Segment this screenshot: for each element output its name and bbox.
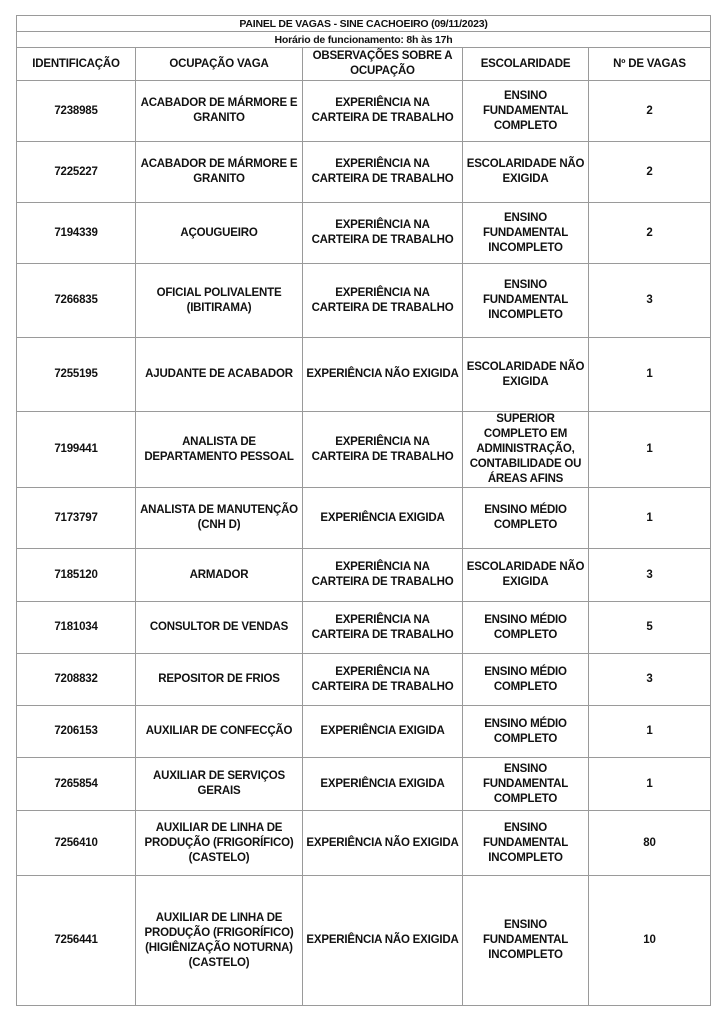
- table-row: [17, 81, 711, 142]
- page-title: PAINEL DE VAGAS - SINE CACHOEIRO (09/11/2023): [17, 16, 711, 32]
- row-vacancies: 3: [589, 264, 711, 338]
- table-row: [17, 412, 711, 488]
- row-id: 7185120: [17, 549, 136, 602]
- row-education: SUPERIOR COMPLETO EM ADMINISTRAÇÃO, CONTABILIDADE OU ÁREAS AFINS: [463, 412, 589, 488]
- row-vacancies: 1: [589, 338, 711, 412]
- row-occupation: AJUDANTE DE ACABADOR: [136, 338, 303, 412]
- column-header-observations: OBSERVAÇÕES SOBRE A OCUPAÇÃO: [303, 48, 463, 81]
- row-observations: EXPERIÊNCIA NA CARTEIRA DE TRABALHO: [303, 549, 463, 602]
- row-education: ESCOLARIDADE NÃO EXIGIDA: [463, 338, 589, 412]
- row-occupation: OFICIAL POLIVALENTE (IBITIRAMA): [136, 264, 303, 338]
- row-id: 7199441: [17, 412, 136, 488]
- row-education: ENSINO MÉDIO COMPLETO: [463, 706, 589, 758]
- row-occupation: ACABADOR DE MÁRMORE E GRANITO: [136, 81, 303, 142]
- row-vacancies: 2: [589, 203, 711, 264]
- row-vacancies: 2: [589, 81, 711, 142]
- row-observations: EXPERIÊNCIA NA CARTEIRA DE TRABALHO: [303, 81, 463, 142]
- row-education: ENSINO FUNDAMENTAL INCOMPLETO: [463, 876, 589, 1006]
- row-occupation: AÇOUGUEIRO: [136, 203, 303, 264]
- row-observations: EXPERIÊNCIA NA CARTEIRA DE TRABALHO: [303, 142, 463, 203]
- row-education: ENSINO FUNDAMENTAL INCOMPLETO: [463, 264, 589, 338]
- row-education: ENSINO FUNDAMENTAL COMPLETO: [463, 81, 589, 142]
- header-row: [17, 48, 711, 81]
- title-row: [17, 16, 711, 32]
- row-vacancies: 3: [589, 654, 711, 706]
- row-observations: EXPERIÊNCIA NÃO EXIGIDA: [303, 811, 463, 876]
- table-row: [17, 203, 711, 264]
- row-occupation: AUXILIAR DE LINHA DE PRODUÇÃO (FRIGORÍFICO) (CASTELO): [136, 811, 303, 876]
- row-education: ENSINO FUNDAMENTAL INCOMPLETO: [463, 203, 589, 264]
- row-observations: EXPERIÊNCIA NA CARTEIRA DE TRABALHO: [303, 654, 463, 706]
- row-observations: EXPERIÊNCIA NA CARTEIRA DE TRABALHO: [303, 203, 463, 264]
- row-occupation: AUXILIAR DE SERVIÇOS GERAIS: [136, 758, 303, 811]
- row-observations: EXPERIÊNCIA NA CARTEIRA DE TRABALHO: [303, 602, 463, 654]
- table-row: [17, 706, 711, 758]
- row-education: ENSINO MÉDIO COMPLETO: [463, 602, 589, 654]
- row-id: 7181034: [17, 602, 136, 654]
- row-vacancies: 1: [589, 706, 711, 758]
- row-observations: EXPERIÊNCIA NÃO EXIGIDA: [303, 338, 463, 412]
- column-header-vacancies: Nº DE VAGAS: [589, 48, 711, 81]
- row-occupation: ANALISTA DE DEPARTAMENTO PESSOAL: [136, 412, 303, 488]
- row-id: 7265854: [17, 758, 136, 811]
- row-observations: EXPERIÊNCIA EXIGIDA: [303, 758, 463, 811]
- row-education: ENSINO FUNDAMENTAL INCOMPLETO: [463, 811, 589, 876]
- row-occupation: ARMADOR: [136, 549, 303, 602]
- table-row: [17, 654, 711, 706]
- row-education: ENSINO MÉDIO COMPLETO: [463, 488, 589, 549]
- row-vacancies: 1: [589, 412, 711, 488]
- row-id: 7238985: [17, 81, 136, 142]
- row-vacancies: 10: [589, 876, 711, 1006]
- row-vacancies: 1: [589, 488, 711, 549]
- row-id: 7194339: [17, 203, 136, 264]
- row-id: 7255195: [17, 338, 136, 412]
- vacancies-table: [16, 15, 711, 1006]
- row-observations: EXPERIÊNCIA NA CARTEIRA DE TRABALHO: [303, 264, 463, 338]
- table-row: [17, 811, 711, 876]
- column-header-education: ESCOLARIDADE: [463, 48, 589, 81]
- row-observations: EXPERIÊNCIA EXIGIDA: [303, 488, 463, 549]
- table-row: [17, 338, 711, 412]
- row-occupation: AUXILIAR DE LINHA DE PRODUÇÃO (FRIGORÍFICO) (HIGIÊNIZAÇÃO NOTURNA) (CASTELO): [136, 876, 303, 1006]
- table-row: [17, 264, 711, 338]
- table-row: [17, 142, 711, 203]
- row-education: ESCOLARIDADE NÃO EXIGIDA: [463, 549, 589, 602]
- row-vacancies: 3: [589, 549, 711, 602]
- row-vacancies: 80: [589, 811, 711, 876]
- table-row: [17, 758, 711, 811]
- row-education: ENSINO FUNDAMENTAL COMPLETO: [463, 758, 589, 811]
- row-occupation: ANALISTA DE MANUTENÇÃO (CNH D): [136, 488, 303, 549]
- subtitle-row: [17, 32, 711, 48]
- table-row: [17, 876, 711, 1006]
- row-education: ESCOLARIDADE NÃO EXIGIDA: [463, 142, 589, 203]
- row-vacancies: 1: [589, 758, 711, 811]
- row-observations: EXPERIÊNCIA EXIGIDA: [303, 706, 463, 758]
- row-vacancies: 5: [589, 602, 711, 654]
- row-id: 7173797: [17, 488, 136, 549]
- row-id: 7208832: [17, 654, 136, 706]
- column-header-occupation: OCUPAÇÃO VAGA: [136, 48, 303, 81]
- opening-hours: Horário de funcionamento: 8h às 17h: [17, 32, 711, 48]
- row-vacancies: 2: [589, 142, 711, 203]
- row-education: ENSINO MÉDIO COMPLETO: [463, 654, 589, 706]
- row-id: 7256410: [17, 811, 136, 876]
- table-row: [17, 488, 711, 549]
- row-id: 7206153: [17, 706, 136, 758]
- row-observations: EXPERIÊNCIA NÃO EXIGIDA: [303, 876, 463, 1006]
- row-id: 7225227: [17, 142, 136, 203]
- row-observations: EXPERIÊNCIA NA CARTEIRA DE TRABALHO: [303, 412, 463, 488]
- row-occupation: AUXILIAR DE CONFECÇÃO: [136, 706, 303, 758]
- table-row: [17, 602, 711, 654]
- column-header-id: IDENTIFICAÇÃO: [17, 48, 136, 81]
- row-occupation: REPOSITOR DE FRIOS: [136, 654, 303, 706]
- row-id: 7256441: [17, 876, 136, 1006]
- row-occupation: ACABADOR DE MÁRMORE E GRANITO: [136, 142, 303, 203]
- table-row: [17, 549, 711, 602]
- row-occupation: CONSULTOR DE VENDAS: [136, 602, 303, 654]
- row-id: 7266835: [17, 264, 136, 338]
